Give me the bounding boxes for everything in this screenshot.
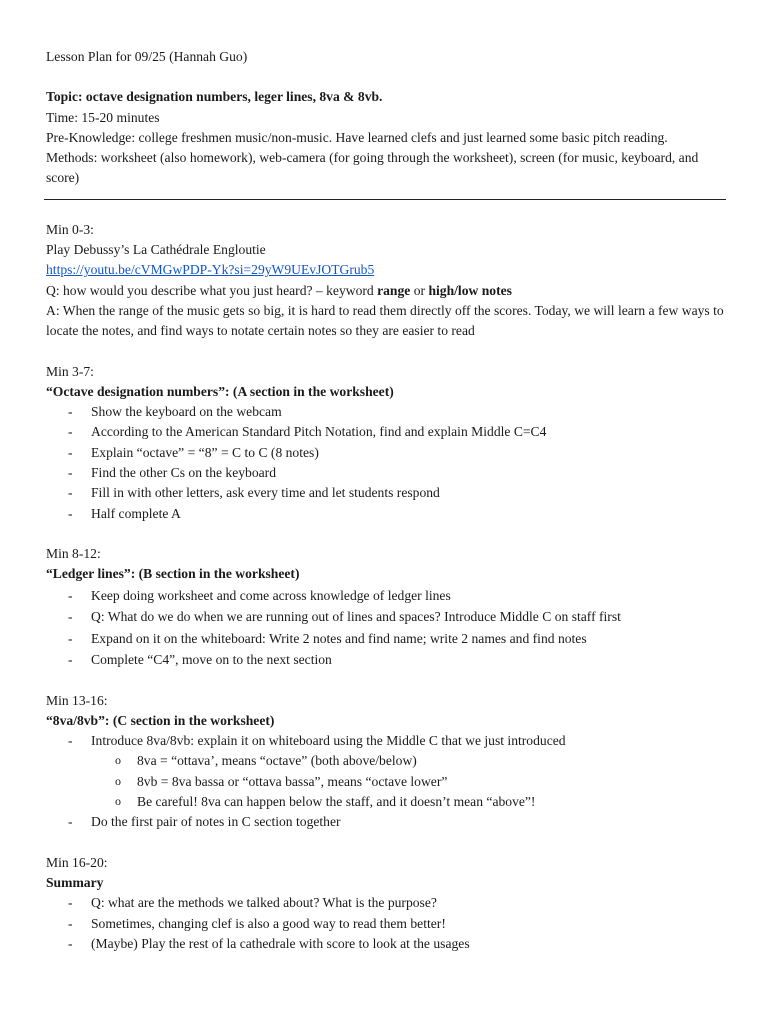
section-time-13-16: Min 13-16:	[46, 692, 108, 708]
list-item-text: Introduce 8va/8vb: explain it on whiteboard using the Middle C that we just introduced	[91, 733, 566, 749]
document-content	[46, 47, 730, 954]
section-time-8-12: Min 8-12:	[46, 545, 101, 561]
list-item: - Complete “C4”, move on to the next section	[46, 649, 730, 671]
list-item: - Expand on it on the whiteboard: Write 2 notes and find name; write 2 names and find notes	[46, 628, 730, 650]
list-item: - Keep doing worksheet and come across knowledge of ledger lines	[46, 585, 730, 607]
methods-line: Methods: worksheet (also homework), web-camera (for going through the worksheet), screen (for music, keyboard, and score)	[46, 150, 699, 186]
list-item: - Sometimes, changing clef is also a good way to read them better!	[46, 914, 730, 934]
question-or: or	[410, 282, 429, 298]
play-line: Play Debussy’s La Cathédrale Engloutie	[46, 242, 266, 258]
sublist-item: o 8vb = 8va bassa or “ottava bassa”, means “octave lower”	[91, 772, 730, 792]
spacer	[46, 342, 730, 362]
section-heading-summary: Summary	[46, 874, 104, 890]
list-item: - Explain “octave” = “8” = C to C (8 notes)	[46, 443, 730, 463]
list-item: - Do the first pair of notes in C section together	[46, 812, 730, 832]
spacer	[46, 833, 730, 853]
section-heading-8va: “8va/8vb”: (C section in the worksheet)	[46, 712, 275, 728]
pre-knowledge-line: Pre-Knowledge: college freshmen music/non-music. Have learned clefs and just learned some basic pitch reading.	[46, 129, 668, 145]
question-prefix: Q: how would you describe what you just heard? – keyword	[46, 282, 378, 298]
list-item: - (Maybe) Play the rest of la cathedrale with score to look at the usages	[46, 934, 730, 954]
octave-list	[46, 402, 730, 524]
summary-list	[46, 893, 730, 954]
spacer	[46, 67, 730, 87]
list-item: - Find the other Cs on the keyboard	[46, 463, 730, 483]
lesson-title: Lesson Plan for 09/25 (Hannah Guo)	[46, 49, 248, 64]
spacer	[46, 671, 730, 691]
list-item: - Show the keyboard on the webcam	[46, 402, 730, 422]
sublist-item: o 8va = “ottava’, means “octave” (both above/below)	[91, 751, 730, 771]
section-time-3-7: Min 3-7:	[46, 363, 94, 379]
list-item: - According to the American Standard Pitch Notation, find and explain Middle C=C4	[46, 422, 730, 442]
section-time-0-3: Min 0-3:	[46, 221, 94, 237]
list-item: - Q: what are the methods we talked about? What is the purpose?	[46, 893, 730, 913]
youtube-link[interactable]: https://youtu.be/cVMGwPDP-Yk?si=29yW9UEvJOTGrub5	[46, 262, 375, 278]
time-line: Time: 15-20 minutes	[46, 109, 160, 125]
answer-paragraph: A: When the range of the music gets so big, it is hard to read them directly off the scores. Today, we will learn a few ways to locate the notes, and find ways to notate certain notes so they are easier to read	[46, 302, 724, 339]
list-item: - Half complete A	[46, 504, 730, 524]
video-link-line	[46, 260, 730, 280]
list-item: - Fill in with other letters, ask every time and let students respond	[46, 483, 730, 503]
section-heading-ledger: “Ledger lines”: (B section in the worksheet)	[46, 566, 300, 582]
spacer	[46, 524, 730, 544]
8va-sublist	[91, 751, 730, 812]
keyword-high-low: high/low notes	[428, 282, 512, 298]
section-time-16-20: Min 16-20:	[46, 854, 108, 870]
spacer	[46, 200, 730, 220]
section-heading-octave: “Octave designation numbers”: (A section in the worksheet)	[46, 383, 394, 399]
sublist-item: o Be careful! 8va can happen below the staff, and it doesn’t mean “above”!	[91, 792, 730, 812]
keyword-range: range	[377, 282, 411, 298]
topic-line: Topic: octave designation numbers, leger lines, 8va & 8vb.	[46, 89, 383, 105]
list-item: - Q: What do we do when we are running out of lines and spaces? Introduce Middle C on staff first	[46, 606, 730, 628]
list-item	[46, 731, 730, 812]
8va-list	[46, 731, 730, 832]
ledger-list	[46, 585, 730, 671]
question-line	[46, 281, 730, 301]
